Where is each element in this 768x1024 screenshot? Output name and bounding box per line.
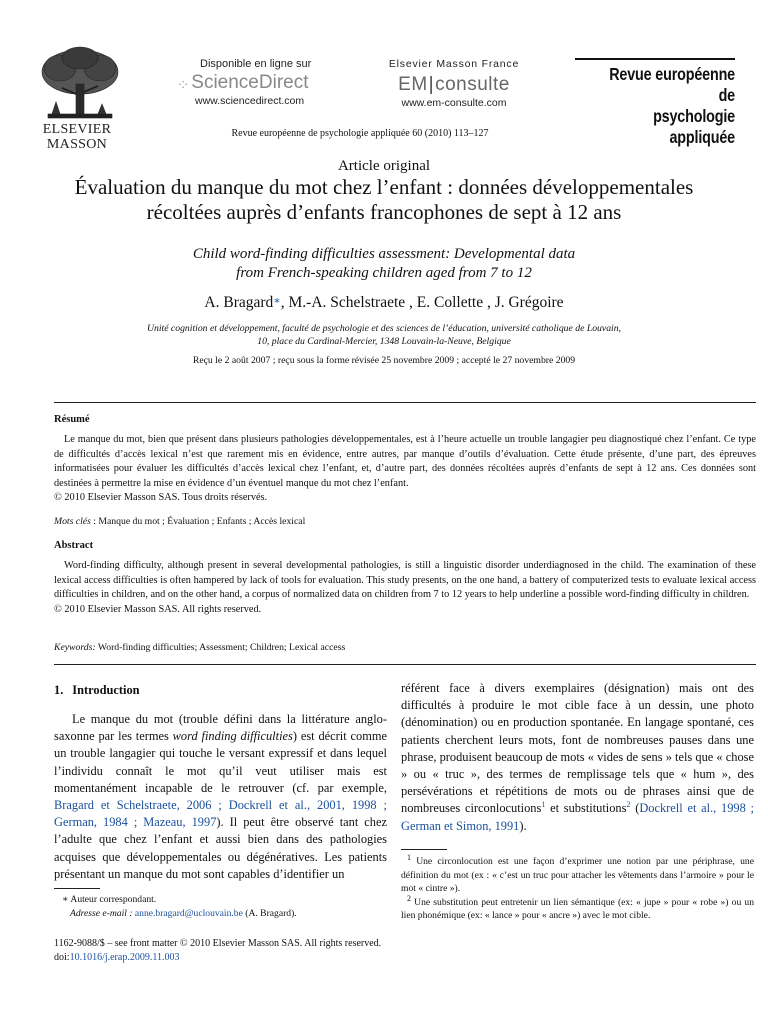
- footnote-1-text: Une circonlocution est une façon d’exprimer une notion par une périphrase, une définition du mot (ex : « c’est un truc pour attacher les vêtements dans l’armoire » pour le mot « cintre »).: [401, 856, 754, 895]
- intro-p1-italic: word finding difficulties: [172, 729, 293, 744]
- intro-p1-references-link[interactable]: Bragard et Schelstraete, 2006 ; Dockrell et al., 2001, 1998 ; German, 1984 ; Mazeau, 1997: [54, 798, 387, 830]
- footnote-divider: [401, 849, 447, 850]
- resume-keywords: [54, 516, 756, 527]
- abstract-body: [54, 559, 756, 617]
- keywords-values: Word-finding difficulties; Assessment; Children; Lexical access: [95, 642, 346, 653]
- author-list: [20, 294, 748, 312]
- doi-line: [54, 951, 381, 965]
- divider-bottom: [54, 664, 756, 665]
- resume-heading: Résumé: [54, 414, 90, 425]
- intro-p1-text-c: ). Il peut être observé tant chez l’adulte que chez l’enfant et aussi bien dans des pathologies acquises que développementales ou dégénératives. Les patients présentant un manque du mot sont capables d’identifier un: [54, 815, 387, 881]
- abstract-keywords: [54, 642, 756, 653]
- sd-available-text: Disponible en ligne sur: [200, 58, 312, 70]
- journal-title-line3: psychologie appliquée: [653, 106, 735, 147]
- footnote-2-text: Une substitution peut entretenir un lien sémantique (ex: « jupe » pour « robe ») ou un lien phonémique (ex: « lance » pour « ancre ») avec le mot cible.: [401, 896, 754, 922]
- article-title-line1: Évaluation du manque du mot chez l’enfant : données développementales: [74, 175, 694, 199]
- corresponding-author-link[interactable]: ∗: [273, 295, 281, 307]
- intro-p1-text-a: Le manque du mot (trouble défini dans la littérature anglo-saxonne par les termes: [54, 712, 387, 744]
- em-consulte-block: [384, 58, 524, 109]
- footnote-1: [401, 852, 754, 896]
- journal-citation: Revue européenne de psychologie appliquée 60 (2010) 113–127: [231, 128, 489, 139]
- intro-p2-text-a: référent face à divers exemplaires (désignation) mais ont des difficultés à produire le mot cible face à un dessin, une photo (dénomination) ou en production spontanée. En langage spontané, ces patients cherchent leurs mots, font de nombreuses pauses dans une phrase, produisent beaucoup de mots « vides de sens » tels que « chose » ou « truc », des termes de remplissage tels que « hum », des persévérations et répétitions de mots ou de phrases ainsi que de nombreuses circonlocutions: [401, 681, 754, 816]
- sciencedirect-block: [178, 58, 338, 107]
- corresponding-text: Auteur correspondant.: [68, 894, 157, 905]
- affiliation-line1: Unité cognition et développement, faculté de psychologie et des sciences de l’éducation, université catholique de Louvain,: [146, 323, 621, 334]
- email-link[interactable]: anne.bragard@uclouvain.be: [134, 907, 243, 919]
- other-authors: , M.-A. Schelstraete , E. Collette , J. Grégoire: [280, 294, 564, 311]
- author-bragard: A. Bragard: [204, 294, 274, 311]
- resume-body: [54, 433, 756, 506]
- journal-title-line1: Revue européenne: [609, 64, 735, 84]
- journal-title-box: [575, 58, 735, 147]
- section-number: 1.: [54, 683, 64, 697]
- abstract-copyright: © 2010 Elsevier Masson SAS. All rights reserved.: [54, 603, 262, 615]
- em-brand-right[interactable]: consulte: [435, 74, 510, 95]
- doi-link[interactable]: 10.1016/j.erap.2009.11.003: [69, 952, 180, 963]
- resume-copyright: © 2010 Elsevier Masson SAS. Tous droits réservés.: [54, 492, 268, 504]
- mots-cles-values: : Manque du mot ; Évaluation ; Enfants ; Accès lexical: [90, 516, 306, 527]
- corresponding-divider: [54, 888, 100, 889]
- sciencedirect-brand[interactable]: ScienceDirect: [191, 72, 309, 93]
- em-separator-icon: |: [428, 74, 435, 95]
- intro-paragraph-1-cont: référent face à divers exemplaires (désignation) mais ont des difficultés à produire le mot cible face à un dessin, une photo (dénomination) ou en production spontanée. En langage spontané, ces patients cherchent leurs mots, font de nombreuses pauses dans une phrase, produisent beaucoup de mots « vides de sens » tels que « chose » ou « truc », des termes de remplissage tels que « hum », des persévérations et répétitions de mots ou de phrases ainsi que de nombreuses circonlocutions$^1$ et substitutions$^2$ (Dockrell et al., 1998 ; German et Simon, 1991).: [401, 681, 755, 833]
- received-dates: Reçu le 2 août 2007 ; reçu sous la forme révisée 25 novembre 2009 ; accepté le 27 novembre 2009: [192, 355, 576, 366]
- email-suffix: (A. Bragard).: [242, 907, 297, 919]
- affiliation: [60, 322, 708, 348]
- email-line: [54, 907, 387, 921]
- em-brand-left[interactable]: EM: [398, 74, 428, 95]
- divider-top: [54, 402, 756, 403]
- english-title-line2: from French-speaking children aged from 7 to 12: [236, 265, 532, 281]
- intro-p2-text-b: et substitutions: [545, 801, 627, 816]
- abstract-heading: Abstract: [54, 540, 94, 551]
- article-title-line2: récoltées auprès d’enfants francophones de sept à 12 ans: [146, 200, 622, 224]
- left-column: [54, 711, 387, 883]
- sciencedirect-dots-icon: ·:·: [178, 76, 188, 91]
- mots-cles-label: Mots clés: [54, 516, 91, 527]
- front-matter: [54, 937, 381, 965]
- footnote-2-number: 2: [407, 893, 411, 903]
- article-english-title: [20, 245, 748, 283]
- sd-url-link[interactable]: www.sciencedirect.com: [195, 95, 305, 107]
- issn-line: 1162-9088/$ – see front matter © 2010 Elsevier Masson SAS. All rights reserved.: [54, 938, 382, 949]
- english-title-line1: Child word-finding difficulties assessment: Developmental data: [192, 246, 576, 262]
- section-title: Introduction: [72, 683, 140, 697]
- corresponding-label: [54, 893, 387, 907]
- keywords-label: Keywords:: [54, 642, 96, 653]
- publisher-logo-line1: ELSEVIER: [42, 122, 112, 137]
- intro-paragraph-1: [54, 711, 387, 883]
- em-publisher-text: Elsevier Masson France: [388, 58, 520, 70]
- journal-title-line2: de: [718, 85, 735, 105]
- article-type: Article original: [337, 158, 431, 174]
- footnote-ref-1[interactable]: 1: [541, 800, 546, 810]
- footnotes: [401, 852, 754, 923]
- section-heading-introduction: [54, 683, 140, 698]
- affiliation-line2: 10, place du Cardinal-Mercier, 1348 Louvain-la-Neuve, Belgique: [257, 336, 511, 347]
- corresponding-star: ∗: [62, 894, 69, 905]
- email-label: Adresse e-mail :: [70, 907, 135, 919]
- footnote-1-number: 1: [407, 852, 411, 862]
- doi-label: doi:: [54, 952, 70, 963]
- resume-text: Le manque du mot, bien que présent dans plusieurs pathologies développementales, est à l’heure actuelle un trouble langagier peu diagnostiqué chez l’enfant. Ce type de difficultés d’accès lexical n’est que rarement mis en évidence, entre autres, par manque d’outils d’évaluation. Cette étude présente, d’une part, des épreuves informatisées pour évaluer les difficultés d’accès lexical chez l’enfant, et, d’autre part, des données récoltées auprès d’enfants de sept à 12 ans. Ces données sont destinées à permettre la mise en évidence d’un éventuel manque du mot chez l’enfant.: [54, 434, 756, 489]
- right-column: [401, 680, 754, 835]
- corresponding-author-note: [54, 893, 387, 920]
- elsevier-tree-logo: [30, 44, 130, 124]
- footnote-ref-2[interactable]: 2: [626, 800, 631, 810]
- intro-p1-text-b: ) est décrit comme un trouble langagier qui touche le versant expressif et dans lequel l’individu connaît le mot qu’il veut utiliser mais est momentanément incapable de le retrouver (cf. par exemple,: [54, 729, 387, 795]
- publisher-logo-line2: MASSON: [46, 137, 108, 152]
- intro-p2-references-link[interactable]: Dockrell et al., 1998 ; German et Simon, 1991: [401, 801, 755, 833]
- footnote-2: [401, 893, 754, 923]
- em-url-link[interactable]: www.em-consulte.com: [401, 97, 507, 109]
- article-title: [20, 175, 748, 225]
- abstract-text: Word-finding difficulty, although present in several developmental pathologies, is still a linguistic disorder underdiagnosed in the child. The examination of these lexical access difficulties is often hampered by lack of tools for evaluation. This study presents, on the one hand, a battery of computerized tests to evaluate lexical access difficulties in children, and on the other hand, a corpus of normalized data on children from 7 to 12 years to help underline a possible word-finding difficulty in children.: [54, 560, 756, 601]
